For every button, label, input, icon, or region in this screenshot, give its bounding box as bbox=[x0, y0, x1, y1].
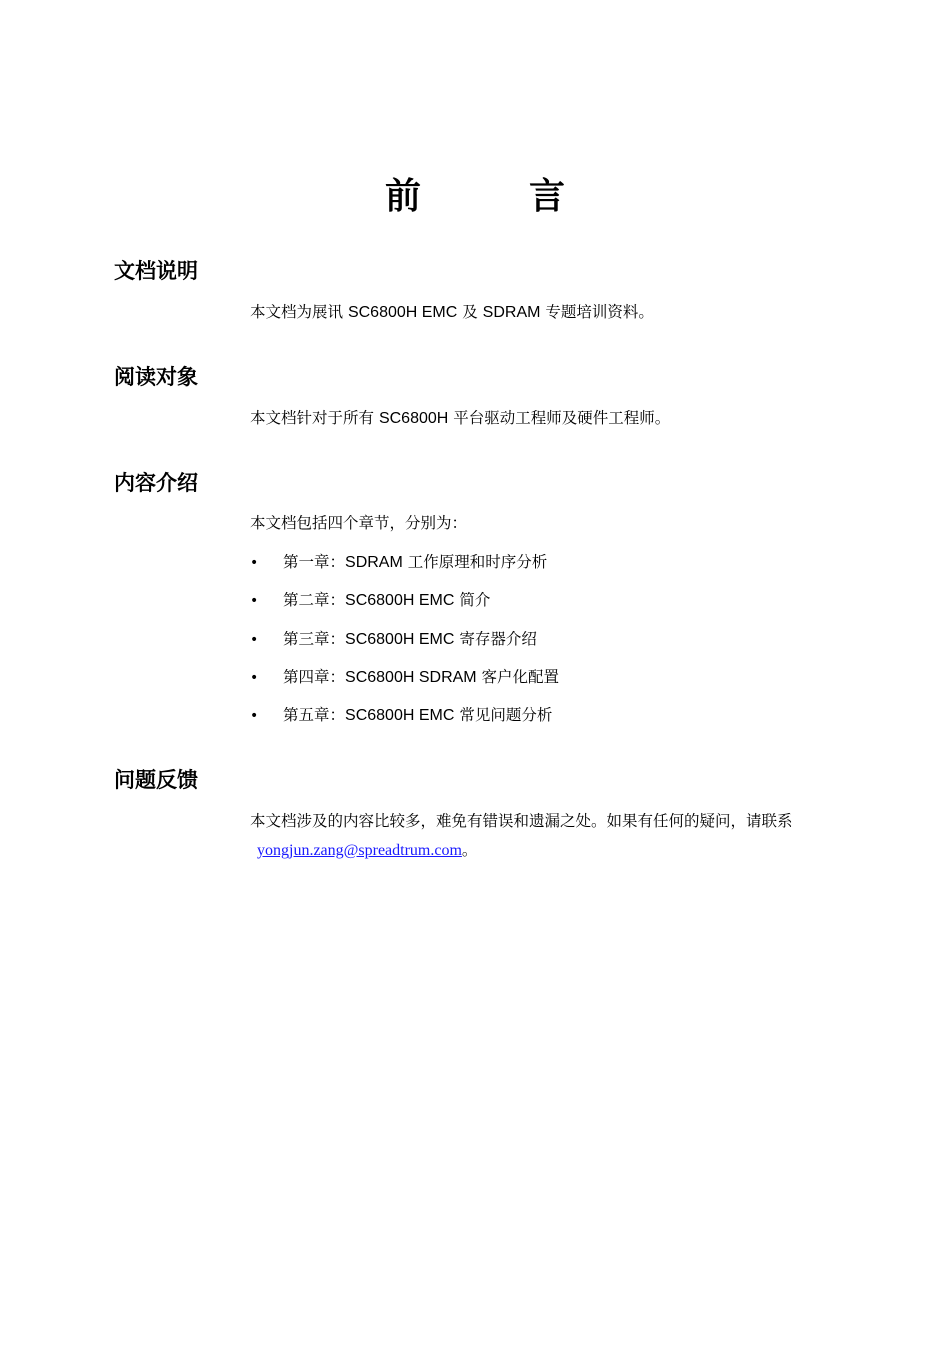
list-item: • 第五章：SC6800H EMC 常见问题分析 bbox=[250, 700, 559, 738]
bullet-icon: • bbox=[250, 631, 259, 648]
section-heading-feedback: 问题反馈 bbox=[114, 768, 198, 792]
email-link[interactable]: yongjun.zang@spreadtrum.com bbox=[257, 842, 462, 859]
bullet-icon: • bbox=[250, 669, 259, 686]
page-title: 前 言 bbox=[384, 175, 601, 217]
chapter-list bbox=[250, 547, 559, 738]
feedback-contact-line: yongjun.zang@spreadtrum.com。 bbox=[257, 841, 478, 859]
content-overview-intro: 本文档包括四个章节，分别为： bbox=[250, 514, 468, 532]
list-item: • 第一章：SDRAM 工作原理和时序分析 bbox=[250, 547, 559, 585]
bullet-icon: • bbox=[250, 593, 259, 610]
document-description-text: 本文档为展讯 SC6800H EMC 及 SDRAM 专题培训资料。 bbox=[250, 303, 654, 321]
target-audience-text: 本文档针对于所有 SC6800H 平台驱动工程师及硬件工程师。 bbox=[250, 409, 671, 427]
bullet-icon: • bbox=[250, 555, 259, 571]
list-item: • 第三章：SC6800H EMC 寄存器介绍 bbox=[250, 624, 559, 662]
section-heading-document-description: 文档说明 bbox=[114, 259, 198, 283]
section-heading-content-overview: 内容介绍 bbox=[114, 471, 198, 495]
section-heading-target-audience: 阅读对象 bbox=[114, 365, 198, 389]
feedback-text: 本文档涉及的内容比较多，难免有错误和遗漏之处。如果有任何的疑问，请联系 bbox=[250, 812, 793, 830]
bullet-icon: • bbox=[250, 708, 259, 725]
list-item: • 第二章：SC6800H EMC 简介 bbox=[250, 585, 559, 623]
list-item: • 第四章：SC6800H SDRAM 客户化配置 bbox=[250, 662, 559, 700]
